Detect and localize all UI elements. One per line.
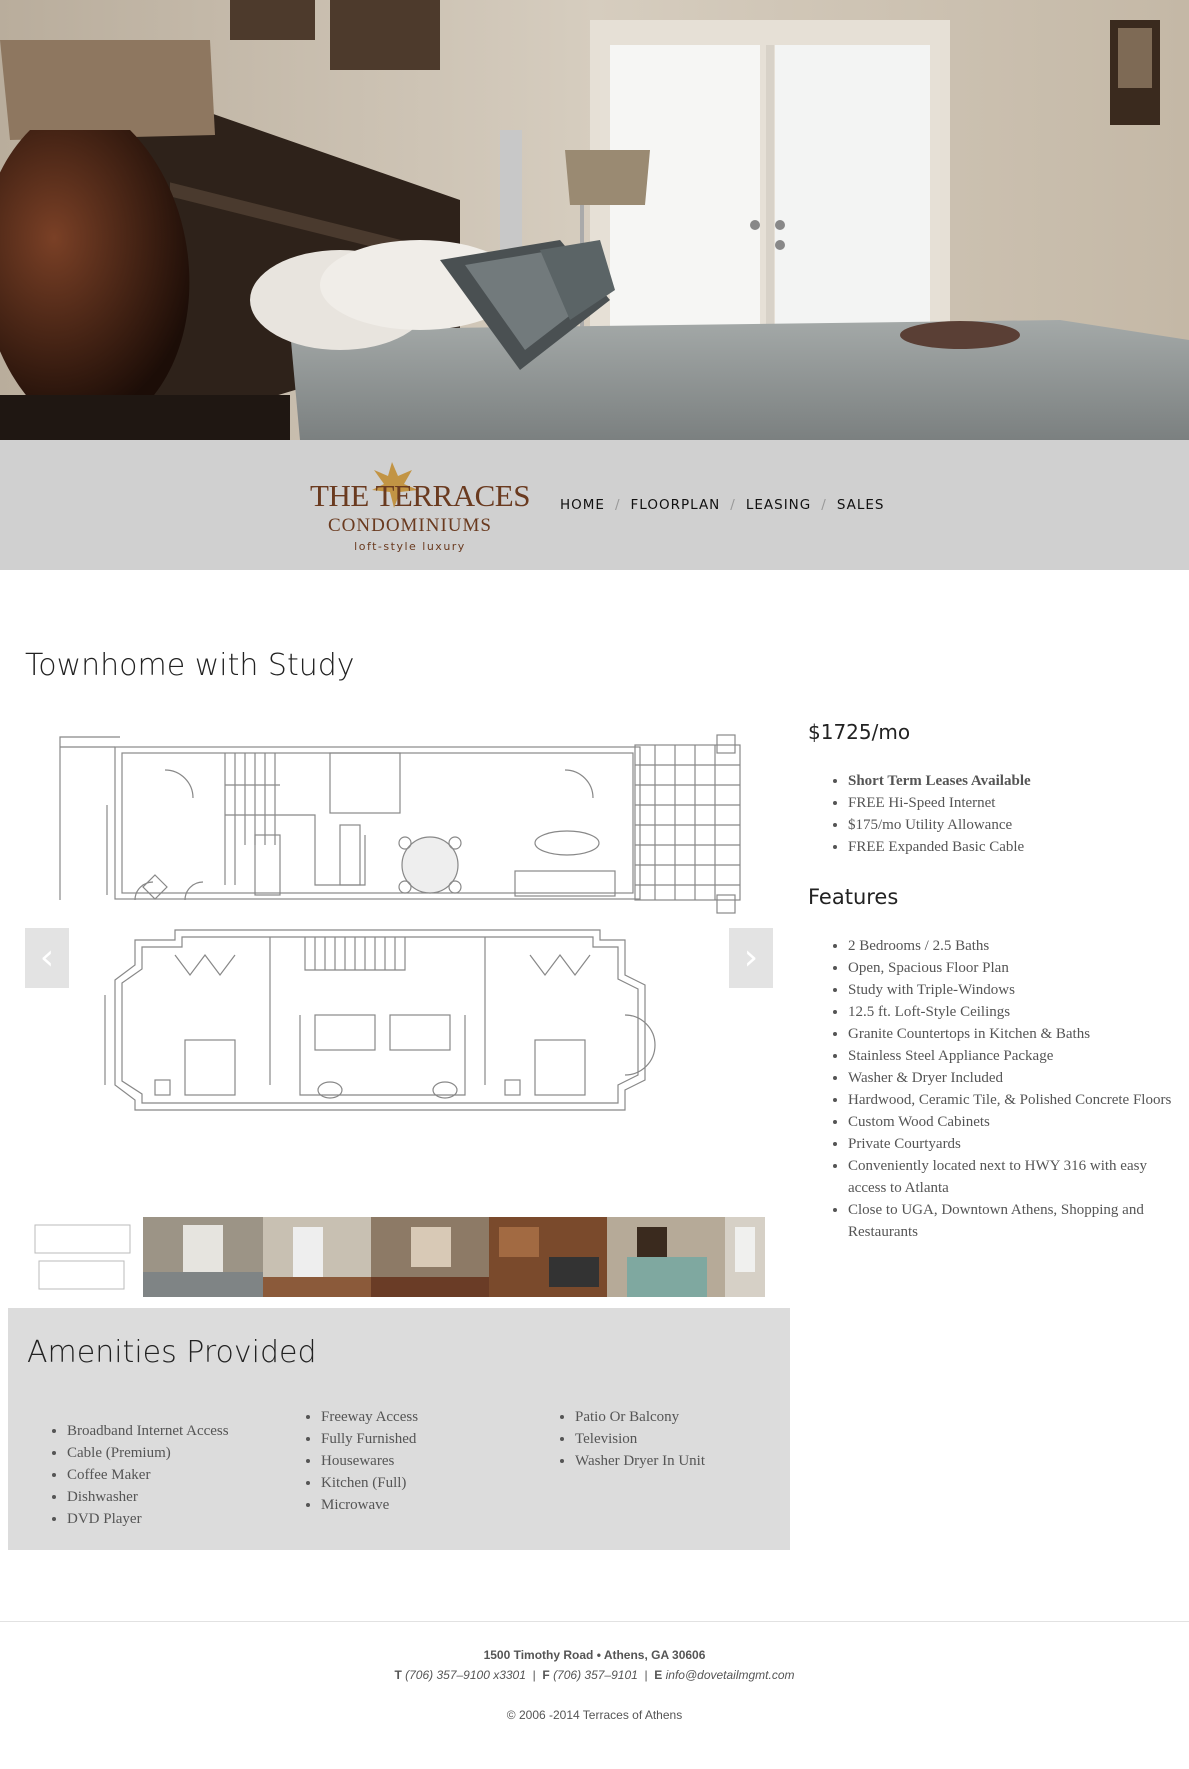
- price-label: $1725/mo: [808, 720, 911, 744]
- amenities-column-1: [27, 1420, 229, 1530]
- amenities-column-2: [281, 1406, 418, 1516]
- list-item: • Broadband Internet Access: [67, 1420, 229, 1442]
- thumbnail-master[interactable]: [607, 1217, 725, 1297]
- phone-label: T: [394, 1668, 402, 1682]
- list-item: • Stainless Steel Appliance Package: [848, 1045, 1188, 1067]
- phone-number[interactable]: (706) 357–9100 x3301: [405, 1668, 526, 1682]
- nav-separator: /: [614, 497, 621, 513]
- list-item: • Granite Countertops in Kitchen & Baths: [848, 1023, 1188, 1045]
- nav-floorplan[interactable]: FLOORPLAN: [630, 497, 721, 513]
- list-item: • Cable (Premium): [67, 1442, 229, 1464]
- nav-separator: /: [821, 497, 827, 513]
- nav-sales[interactable]: SALES: [836, 497, 885, 513]
- nav-home[interactable]: HOME: [560, 497, 605, 513]
- list-item: • Television: [575, 1428, 705, 1450]
- list-item: • Private Courtyards: [848, 1133, 1188, 1155]
- chevron-left-icon: ‹: [39, 937, 55, 978]
- amenities-panel: [8, 1308, 790, 1550]
- email-label: E: [654, 1668, 663, 1682]
- list-item: • Study with Triple-Windows: [848, 979, 1188, 1001]
- list-item: • Short Term Leases Available: [848, 770, 1188, 792]
- thumbnail-strip: [25, 1217, 773, 1297]
- logo-line1: THE TERRACES: [310, 478, 530, 513]
- site-footer: [0, 1648, 1189, 1722]
- list-item: • Close to UGA, Downtown Athens, Shopping and Restaurants: [848, 1199, 1188, 1243]
- list-item: • Kitchen (Full): [321, 1472, 418, 1494]
- list-item: • Washer & Dryer Included: [848, 1067, 1188, 1089]
- list-item: • 12.5 ft. Loft-Style Ceilings: [848, 1001, 1188, 1023]
- features-heading: Features: [808, 885, 899, 909]
- nav-leasing[interactable]: LEASING: [745, 497, 812, 513]
- list-item: • Coffee Maker: [67, 1464, 229, 1486]
- amenities-heading: Amenities Provided: [27, 1335, 317, 1370]
- thumbnail-floorplan[interactable]: [25, 1217, 143, 1297]
- list-item: • Open, Spacious Floor Plan: [848, 957, 1188, 979]
- list-item: • DVD Player: [67, 1508, 229, 1530]
- nav-separator: /: [730, 497, 736, 513]
- slider-next-button[interactable]: [729, 928, 773, 988]
- floorplan-slide: [25, 725, 773, 1190]
- amenities-column-3: [535, 1406, 705, 1472]
- footer-contact: T (706) 357–9100 x3301 | F (706) 357–9101 | E info@dovetailmgmt.com: [394, 1668, 795, 1682]
- list-item: • Housewares: [321, 1450, 418, 1472]
- features-list: [808, 935, 1188, 1243]
- list-item: • Hardwood, Ceramic Tile, & Polished Concrete Floors: [848, 1089, 1188, 1111]
- thumbnail-bedroom-2[interactable]: [263, 1217, 371, 1297]
- list-item: • Fully Furnished: [321, 1428, 418, 1450]
- list-item: • Conveniently located next to HWY 316 with easy access to Atlanta: [848, 1155, 1188, 1199]
- fax-number: (706) 357–9101: [553, 1668, 638, 1682]
- list-item: • Microwave: [321, 1494, 418, 1516]
- terraces-logo[interactable]: [310, 460, 530, 555]
- thumbnail-bedroom[interactable]: [143, 1217, 263, 1297]
- thumbnail-room[interactable]: [725, 1217, 765, 1297]
- logo-line2: CONDOMINIUMS: [327, 515, 492, 536]
- list-item: • Patio Or Balcony: [575, 1406, 705, 1428]
- fax-label: F: [542, 1668, 550, 1682]
- highlights-list: [808, 770, 1188, 858]
- thumbnail-kitchen[interactable]: [489, 1217, 607, 1297]
- logo-tagline: loft-style luxury: [354, 540, 466, 553]
- page-title: Townhome with Study: [25, 648, 355, 683]
- footer-address: 1500 Timothy Road • Athens, GA 30606: [483, 1648, 706, 1662]
- footer-copyright: © 2006 -2014 Terraces of Athens: [506, 1708, 683, 1722]
- site-header: [0, 440, 1189, 570]
- list-item: • Custom Wood Cabinets: [848, 1111, 1188, 1133]
- list-item: • 2 Bedrooms / 2.5 Baths: [848, 935, 1188, 957]
- footer-divider: [0, 1621, 1189, 1622]
- list-item: • Washer Dryer In Unit: [575, 1450, 705, 1472]
- list-item: • FREE Expanded Basic Cable: [848, 836, 1188, 858]
- thumbnail-living[interactable]: [371, 1217, 489, 1297]
- email-link[interactable]: info@dovetailmgmt.com: [665, 1668, 795, 1682]
- list-item: • Freeway Access: [321, 1406, 418, 1428]
- slider-prev-button[interactable]: [25, 928, 69, 988]
- main-nav: [560, 497, 885, 513]
- chevron-right-icon: ›: [743, 937, 759, 978]
- list-item: • FREE Hi-Speed Internet: [848, 792, 1188, 814]
- list-item: • $175/mo Utility Allowance: [848, 814, 1188, 836]
- list-item: • Dishwasher: [67, 1486, 229, 1508]
- hero-photo: [0, 0, 1189, 440]
